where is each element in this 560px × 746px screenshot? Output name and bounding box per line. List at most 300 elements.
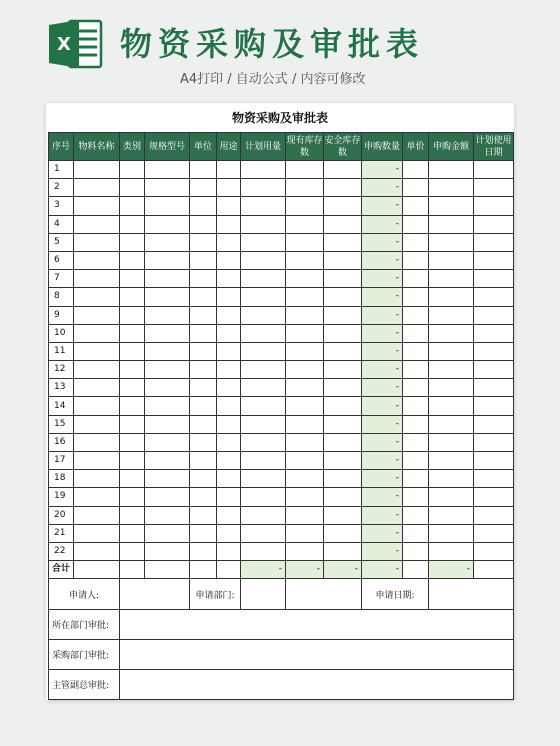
table-cell[interactable] bbox=[324, 452, 362, 470]
table-cell[interactable] bbox=[286, 524, 324, 542]
table-cell[interactable] bbox=[403, 197, 429, 215]
table-cell[interactable] bbox=[74, 306, 120, 324]
table-cell[interactable] bbox=[190, 379, 217, 397]
table-cell[interactable] bbox=[190, 361, 217, 379]
table-cell[interactable] bbox=[145, 542, 190, 560]
table-cell[interactable] bbox=[474, 506, 514, 524]
table-cell[interactable] bbox=[190, 233, 217, 251]
table-cell[interactable] bbox=[324, 233, 362, 251]
table-cell[interactable] bbox=[190, 397, 217, 415]
table-cell[interactable] bbox=[241, 215, 286, 233]
excel-logo-letter: X bbox=[57, 34, 71, 55]
table-cell[interactable] bbox=[286, 251, 324, 269]
table-cell[interactable] bbox=[74, 488, 120, 506]
table-cell[interactable] bbox=[324, 161, 362, 179]
table-cell[interactable] bbox=[145, 324, 190, 342]
table-cell[interactable] bbox=[217, 342, 241, 360]
table-row bbox=[49, 452, 514, 470]
table-cell[interactable] bbox=[241, 506, 286, 524]
table-cell[interactable] bbox=[324, 215, 362, 233]
table-cell[interactable] bbox=[145, 251, 190, 269]
table-cell[interactable] bbox=[403, 452, 429, 470]
table-cell[interactable] bbox=[74, 251, 120, 269]
table-cell[interactable] bbox=[286, 197, 324, 215]
table-cell[interactable] bbox=[120, 379, 145, 397]
table-cell[interactable] bbox=[403, 397, 429, 415]
table-cell[interactable] bbox=[286, 161, 324, 179]
table-row bbox=[49, 488, 514, 506]
table-cell[interactable] bbox=[190, 415, 217, 433]
table-cell[interactable] bbox=[429, 452, 474, 470]
row-number: 21 bbox=[49, 524, 74, 542]
table-cell[interactable] bbox=[120, 197, 145, 215]
table-cell[interactable] bbox=[74, 361, 120, 379]
table-cell[interactable] bbox=[145, 397, 190, 415]
table-cell[interactable] bbox=[217, 161, 241, 179]
table-cell[interactable] bbox=[145, 215, 190, 233]
table-row bbox=[49, 251, 514, 269]
table-cell[interactable] bbox=[403, 433, 429, 451]
table-cell[interactable] bbox=[120, 506, 145, 524]
table-cell[interactable] bbox=[74, 506, 120, 524]
table-cell[interactable] bbox=[190, 288, 217, 306]
table-header-row bbox=[49, 133, 514, 161]
table-cell[interactable] bbox=[429, 433, 474, 451]
table-cell[interactable] bbox=[217, 288, 241, 306]
table-cell[interactable] bbox=[145, 233, 190, 251]
table-cell[interactable] bbox=[145, 452, 190, 470]
table-cell[interactable] bbox=[286, 397, 324, 415]
table-cell[interactable] bbox=[190, 488, 217, 506]
table-cell[interactable] bbox=[217, 197, 241, 215]
table-cell[interactable] bbox=[324, 433, 362, 451]
table-cell[interactable] bbox=[474, 361, 514, 379]
table-cell[interactable] bbox=[217, 251, 241, 269]
table-cell[interactable] bbox=[190, 524, 217, 542]
table-cell[interactable] bbox=[474, 397, 514, 415]
table-cell[interactable] bbox=[74, 161, 120, 179]
table-cell[interactable] bbox=[145, 379, 190, 397]
table-cell[interactable] bbox=[217, 215, 241, 233]
table-cell[interactable] bbox=[190, 215, 217, 233]
total-empty-cell bbox=[217, 561, 241, 579]
table-cell[interactable] bbox=[324, 361, 362, 379]
row-number: 5 bbox=[49, 233, 74, 251]
table-cell[interactable] bbox=[190, 179, 217, 197]
table-cell[interactable] bbox=[286, 342, 324, 360]
table-cell[interactable] bbox=[120, 452, 145, 470]
table-cell[interactable] bbox=[429, 397, 474, 415]
table-cell[interactable] bbox=[217, 452, 241, 470]
date-field[interactable] bbox=[429, 579, 514, 610]
table-cell[interactable] bbox=[474, 306, 514, 324]
table-cell[interactable] bbox=[190, 324, 217, 342]
table-cell[interactable] bbox=[324, 270, 362, 288]
table-cell[interactable] bbox=[474, 470, 514, 488]
table-cell[interactable] bbox=[324, 506, 362, 524]
dept-approval-field[interactable] bbox=[120, 610, 514, 640]
request-qty-cell: - bbox=[362, 270, 403, 288]
table-cell[interactable] bbox=[286, 470, 324, 488]
table-cell[interactable] bbox=[429, 415, 474, 433]
table-cell[interactable] bbox=[403, 379, 429, 397]
table-cell[interactable] bbox=[286, 433, 324, 451]
table-cell[interactable] bbox=[286, 233, 324, 251]
table-cell[interactable] bbox=[324, 397, 362, 415]
table-cell[interactable] bbox=[145, 270, 190, 288]
table-cell[interactable] bbox=[241, 415, 286, 433]
table-cell[interactable] bbox=[190, 452, 217, 470]
table-cell[interactable] bbox=[429, 524, 474, 542]
table-cell[interactable] bbox=[217, 470, 241, 488]
row-number: 3 bbox=[49, 197, 74, 215]
table-cell[interactable] bbox=[145, 488, 190, 506]
table-cell[interactable] bbox=[429, 270, 474, 288]
table-cell[interactable] bbox=[286, 488, 324, 506]
table-cell[interactable] bbox=[241, 524, 286, 542]
table-cell[interactable] bbox=[324, 324, 362, 342]
table-cell[interactable] bbox=[190, 433, 217, 451]
table-cell[interactable] bbox=[145, 506, 190, 524]
row-number: 8 bbox=[49, 288, 74, 306]
table-cell[interactable] bbox=[120, 542, 145, 560]
table-cell[interactable] bbox=[120, 361, 145, 379]
col-header: 类别 bbox=[120, 133, 145, 161]
table-cell[interactable] bbox=[241, 433, 286, 451]
table-cell[interactable] bbox=[429, 324, 474, 342]
table-cell[interactable] bbox=[190, 251, 217, 269]
table-cell[interactable] bbox=[403, 324, 429, 342]
table-cell[interactable] bbox=[120, 524, 145, 542]
table-cell[interactable] bbox=[74, 215, 120, 233]
table-cell[interactable] bbox=[286, 452, 324, 470]
table-cell[interactable] bbox=[217, 488, 241, 506]
table-cell[interactable] bbox=[120, 179, 145, 197]
table-cell[interactable] bbox=[474, 197, 514, 215]
table-cell[interactable] bbox=[145, 288, 190, 306]
table-cell[interactable] bbox=[74, 179, 120, 197]
total-cell: - bbox=[241, 561, 286, 579]
table-cell[interactable] bbox=[241, 251, 286, 269]
table-cell[interactable] bbox=[74, 542, 120, 560]
table-cell[interactable] bbox=[429, 488, 474, 506]
table-cell[interactable] bbox=[429, 233, 474, 251]
table-cell[interactable] bbox=[217, 524, 241, 542]
table-cell[interactable] bbox=[324, 179, 362, 197]
row-number: 6 bbox=[49, 251, 74, 269]
table-cell[interactable] bbox=[403, 161, 429, 179]
table-cell[interactable] bbox=[217, 361, 241, 379]
table-cell[interactable] bbox=[324, 542, 362, 560]
page-title: 物资采购及审批表 bbox=[120, 25, 425, 63]
table-cell[interactable] bbox=[474, 379, 514, 397]
table-cell[interactable] bbox=[217, 542, 241, 560]
table-cell[interactable] bbox=[474, 542, 514, 560]
table-cell[interactable] bbox=[403, 488, 429, 506]
table-cell[interactable] bbox=[429, 361, 474, 379]
applicant-field[interactable] bbox=[120, 579, 190, 610]
table-cell[interactable] bbox=[429, 470, 474, 488]
table-cell[interactable] bbox=[429, 379, 474, 397]
table-cell[interactable] bbox=[474, 270, 514, 288]
table-cell[interactable] bbox=[241, 342, 286, 360]
table-cell[interactable] bbox=[241, 542, 286, 560]
table-cell[interactable] bbox=[190, 470, 217, 488]
row-number: 9 bbox=[49, 306, 74, 324]
table-cell[interactable] bbox=[429, 542, 474, 560]
table-cell[interactable] bbox=[120, 415, 145, 433]
table-cell[interactable] bbox=[145, 197, 190, 215]
table-cell[interactable] bbox=[429, 161, 474, 179]
table-cell[interactable] bbox=[217, 306, 241, 324]
table-cell[interactable] bbox=[145, 415, 190, 433]
table-cell[interactable] bbox=[74, 452, 120, 470]
table-cell[interactable] bbox=[120, 251, 145, 269]
table-cell[interactable] bbox=[474, 288, 514, 306]
table-row bbox=[49, 433, 514, 451]
table-cell[interactable] bbox=[429, 197, 474, 215]
approval-table bbox=[48, 578, 514, 700]
table-cell[interactable] bbox=[324, 288, 362, 306]
table-cell[interactable] bbox=[145, 179, 190, 197]
table-cell[interactable] bbox=[241, 470, 286, 488]
table-cell[interactable] bbox=[74, 324, 120, 342]
table-cell[interactable] bbox=[190, 306, 217, 324]
table-cell[interactable] bbox=[474, 342, 514, 360]
table-row bbox=[49, 233, 514, 251]
col-header: 计划用量 bbox=[241, 133, 286, 161]
table-cell[interactable] bbox=[74, 415, 120, 433]
table-cell[interactable] bbox=[190, 270, 217, 288]
table-cell[interactable] bbox=[474, 433, 514, 451]
table-cell[interactable] bbox=[241, 233, 286, 251]
table-cell[interactable] bbox=[217, 324, 241, 342]
table-cell[interactable] bbox=[324, 524, 362, 542]
row-number: 1 bbox=[49, 161, 74, 179]
table-cell[interactable] bbox=[241, 324, 286, 342]
table-cell[interactable] bbox=[241, 270, 286, 288]
table-cell[interactable] bbox=[286, 324, 324, 342]
table-cell[interactable] bbox=[324, 415, 362, 433]
table-cell[interactable] bbox=[324, 470, 362, 488]
col-header: 物料名称 bbox=[74, 133, 120, 161]
table-cell[interactable] bbox=[120, 433, 145, 451]
table-cell[interactable] bbox=[217, 379, 241, 397]
table-cell[interactable] bbox=[286, 542, 324, 560]
table-cell[interactable] bbox=[190, 197, 217, 215]
table-cell[interactable] bbox=[120, 306, 145, 324]
table-cell[interactable] bbox=[74, 397, 120, 415]
purchase-approval-field[interactable] bbox=[120, 640, 514, 670]
table-cell[interactable] bbox=[324, 379, 362, 397]
table-cell[interactable] bbox=[145, 306, 190, 324]
dept-approval-label: 所在部门审批: bbox=[49, 610, 120, 640]
table-cell[interactable] bbox=[217, 433, 241, 451]
table-cell[interactable] bbox=[120, 288, 145, 306]
table-cell[interactable] bbox=[403, 288, 429, 306]
request-qty-cell: - bbox=[362, 415, 403, 433]
col-header: 现有库存数 bbox=[286, 133, 324, 161]
table-cell[interactable] bbox=[120, 233, 145, 251]
table-cell[interactable] bbox=[403, 342, 429, 360]
table-row bbox=[49, 506, 514, 524]
table-cell[interactable] bbox=[286, 270, 324, 288]
total-cell: - bbox=[429, 561, 474, 579]
table-cell[interactable] bbox=[120, 161, 145, 179]
table-cell[interactable] bbox=[241, 379, 286, 397]
request-qty-cell: - bbox=[362, 470, 403, 488]
table-cell[interactable] bbox=[217, 397, 241, 415]
table-cell[interactable] bbox=[403, 361, 429, 379]
table-cell[interactable] bbox=[120, 270, 145, 288]
table-cell[interactable] bbox=[474, 452, 514, 470]
table-cell[interactable] bbox=[190, 506, 217, 524]
table-cell[interactable] bbox=[474, 161, 514, 179]
table-cell[interactable] bbox=[74, 379, 120, 397]
table-cell[interactable] bbox=[217, 179, 241, 197]
row-number: 22 bbox=[49, 542, 74, 560]
table-cell[interactable] bbox=[74, 288, 120, 306]
table-cell[interactable] bbox=[474, 488, 514, 506]
table-cell[interactable] bbox=[241, 452, 286, 470]
table-cell[interactable] bbox=[120, 342, 145, 360]
table-cell[interactable] bbox=[429, 506, 474, 524]
table-cell[interactable] bbox=[429, 215, 474, 233]
table-cell[interactable] bbox=[324, 488, 362, 506]
row-number: 4 bbox=[49, 215, 74, 233]
table-cell[interactable] bbox=[474, 215, 514, 233]
table-cell[interactable] bbox=[120, 470, 145, 488]
table-cell[interactable] bbox=[241, 161, 286, 179]
table-cell[interactable] bbox=[241, 361, 286, 379]
table-cell[interactable] bbox=[190, 542, 217, 560]
request-qty-cell: - bbox=[362, 233, 403, 251]
table-cell[interactable] bbox=[429, 342, 474, 360]
total-empty-cell bbox=[120, 561, 145, 579]
table-cell[interactable] bbox=[474, 233, 514, 251]
table-cell[interactable] bbox=[286, 379, 324, 397]
table-cell[interactable] bbox=[74, 433, 120, 451]
table-cell[interactable] bbox=[190, 161, 217, 179]
table-cell[interactable] bbox=[429, 288, 474, 306]
request-qty-cell: - bbox=[362, 161, 403, 179]
table-cell[interactable] bbox=[324, 197, 362, 215]
table-cell[interactable] bbox=[429, 251, 474, 269]
date-label: 申请日期: bbox=[362, 579, 429, 610]
table-cell[interactable] bbox=[74, 197, 120, 215]
total-empty-cell bbox=[403, 561, 429, 579]
table-cell[interactable] bbox=[286, 306, 324, 324]
table-cell[interactable] bbox=[286, 288, 324, 306]
table-cell[interactable] bbox=[474, 524, 514, 542]
table-cell[interactable] bbox=[74, 524, 120, 542]
table-cell[interactable] bbox=[403, 306, 429, 324]
page-header bbox=[0, 0, 560, 100]
table-cell[interactable] bbox=[217, 506, 241, 524]
table-cell[interactable] bbox=[74, 342, 120, 360]
table-cell[interactable] bbox=[286, 361, 324, 379]
table-row bbox=[49, 397, 514, 415]
table-cell[interactable] bbox=[190, 342, 217, 360]
table-cell[interactable] bbox=[286, 215, 324, 233]
table-cell[interactable] bbox=[217, 270, 241, 288]
table-cell[interactable] bbox=[120, 324, 145, 342]
table-cell[interactable] bbox=[474, 251, 514, 269]
row-number: 14 bbox=[49, 397, 74, 415]
table-cell[interactable] bbox=[324, 251, 362, 269]
table-row bbox=[49, 470, 514, 488]
dept-field[interactable] bbox=[241, 579, 286, 610]
table-cell[interactable] bbox=[403, 506, 429, 524]
table-cell[interactable] bbox=[145, 524, 190, 542]
table-cell[interactable] bbox=[241, 288, 286, 306]
table-cell[interactable] bbox=[217, 415, 241, 433]
table-cell[interactable] bbox=[145, 161, 190, 179]
dept-field-ext[interactable] bbox=[286, 579, 362, 610]
table-cell[interactable] bbox=[241, 197, 286, 215]
request-qty-cell: - bbox=[362, 324, 403, 342]
table-cell[interactable] bbox=[324, 306, 362, 324]
table-cell[interactable] bbox=[145, 433, 190, 451]
table-cell[interactable] bbox=[241, 397, 286, 415]
table-cell[interactable] bbox=[74, 270, 120, 288]
table-cell[interactable] bbox=[74, 470, 120, 488]
table-cell[interactable] bbox=[145, 342, 190, 360]
table-cell[interactable] bbox=[403, 179, 429, 197]
table-cell[interactable] bbox=[403, 542, 429, 560]
request-qty-cell: - bbox=[362, 488, 403, 506]
table-cell[interactable] bbox=[403, 233, 429, 251]
table-cell[interactable] bbox=[120, 397, 145, 415]
table-cell[interactable] bbox=[120, 488, 145, 506]
table-cell[interactable] bbox=[286, 506, 324, 524]
table-cell[interactable] bbox=[145, 470, 190, 488]
gm-approval-label: 主管副总审批: bbox=[49, 670, 120, 700]
table-cell[interactable] bbox=[429, 179, 474, 197]
table-cell[interactable] bbox=[403, 524, 429, 542]
table-cell[interactable] bbox=[403, 470, 429, 488]
total-empty-cell bbox=[190, 561, 217, 579]
table-cell[interactable] bbox=[241, 179, 286, 197]
table-cell[interactable] bbox=[403, 415, 429, 433]
table-cell[interactable] bbox=[286, 415, 324, 433]
page-subtitle: A4打印 / 自动公式 / 内容可修改 bbox=[180, 72, 366, 87]
table-cell[interactable] bbox=[324, 342, 362, 360]
table-cell[interactable] bbox=[217, 233, 241, 251]
table-cell[interactable] bbox=[145, 361, 190, 379]
gm-approval-field[interactable] bbox=[120, 670, 514, 700]
request-qty-cell: - bbox=[362, 506, 403, 524]
table-cell[interactable] bbox=[403, 251, 429, 269]
table-row bbox=[49, 215, 514, 233]
table-cell[interactable] bbox=[241, 306, 286, 324]
row-number: 17 bbox=[49, 452, 74, 470]
table-cell[interactable] bbox=[474, 415, 514, 433]
table-cell[interactable] bbox=[403, 270, 429, 288]
col-header: 序号 bbox=[49, 133, 74, 161]
row-number: 12 bbox=[49, 361, 74, 379]
table-cell[interactable] bbox=[241, 488, 286, 506]
table-row bbox=[49, 542, 514, 560]
table-cell[interactable] bbox=[403, 215, 429, 233]
table-cell[interactable] bbox=[429, 306, 474, 324]
table-cell[interactable] bbox=[474, 179, 514, 197]
table-cell[interactable] bbox=[474, 324, 514, 342]
col-header: 安全库存数 bbox=[324, 133, 362, 161]
table-cell[interactable] bbox=[74, 233, 120, 251]
table-cell[interactable] bbox=[286, 179, 324, 197]
table-cell[interactable] bbox=[120, 215, 145, 233]
